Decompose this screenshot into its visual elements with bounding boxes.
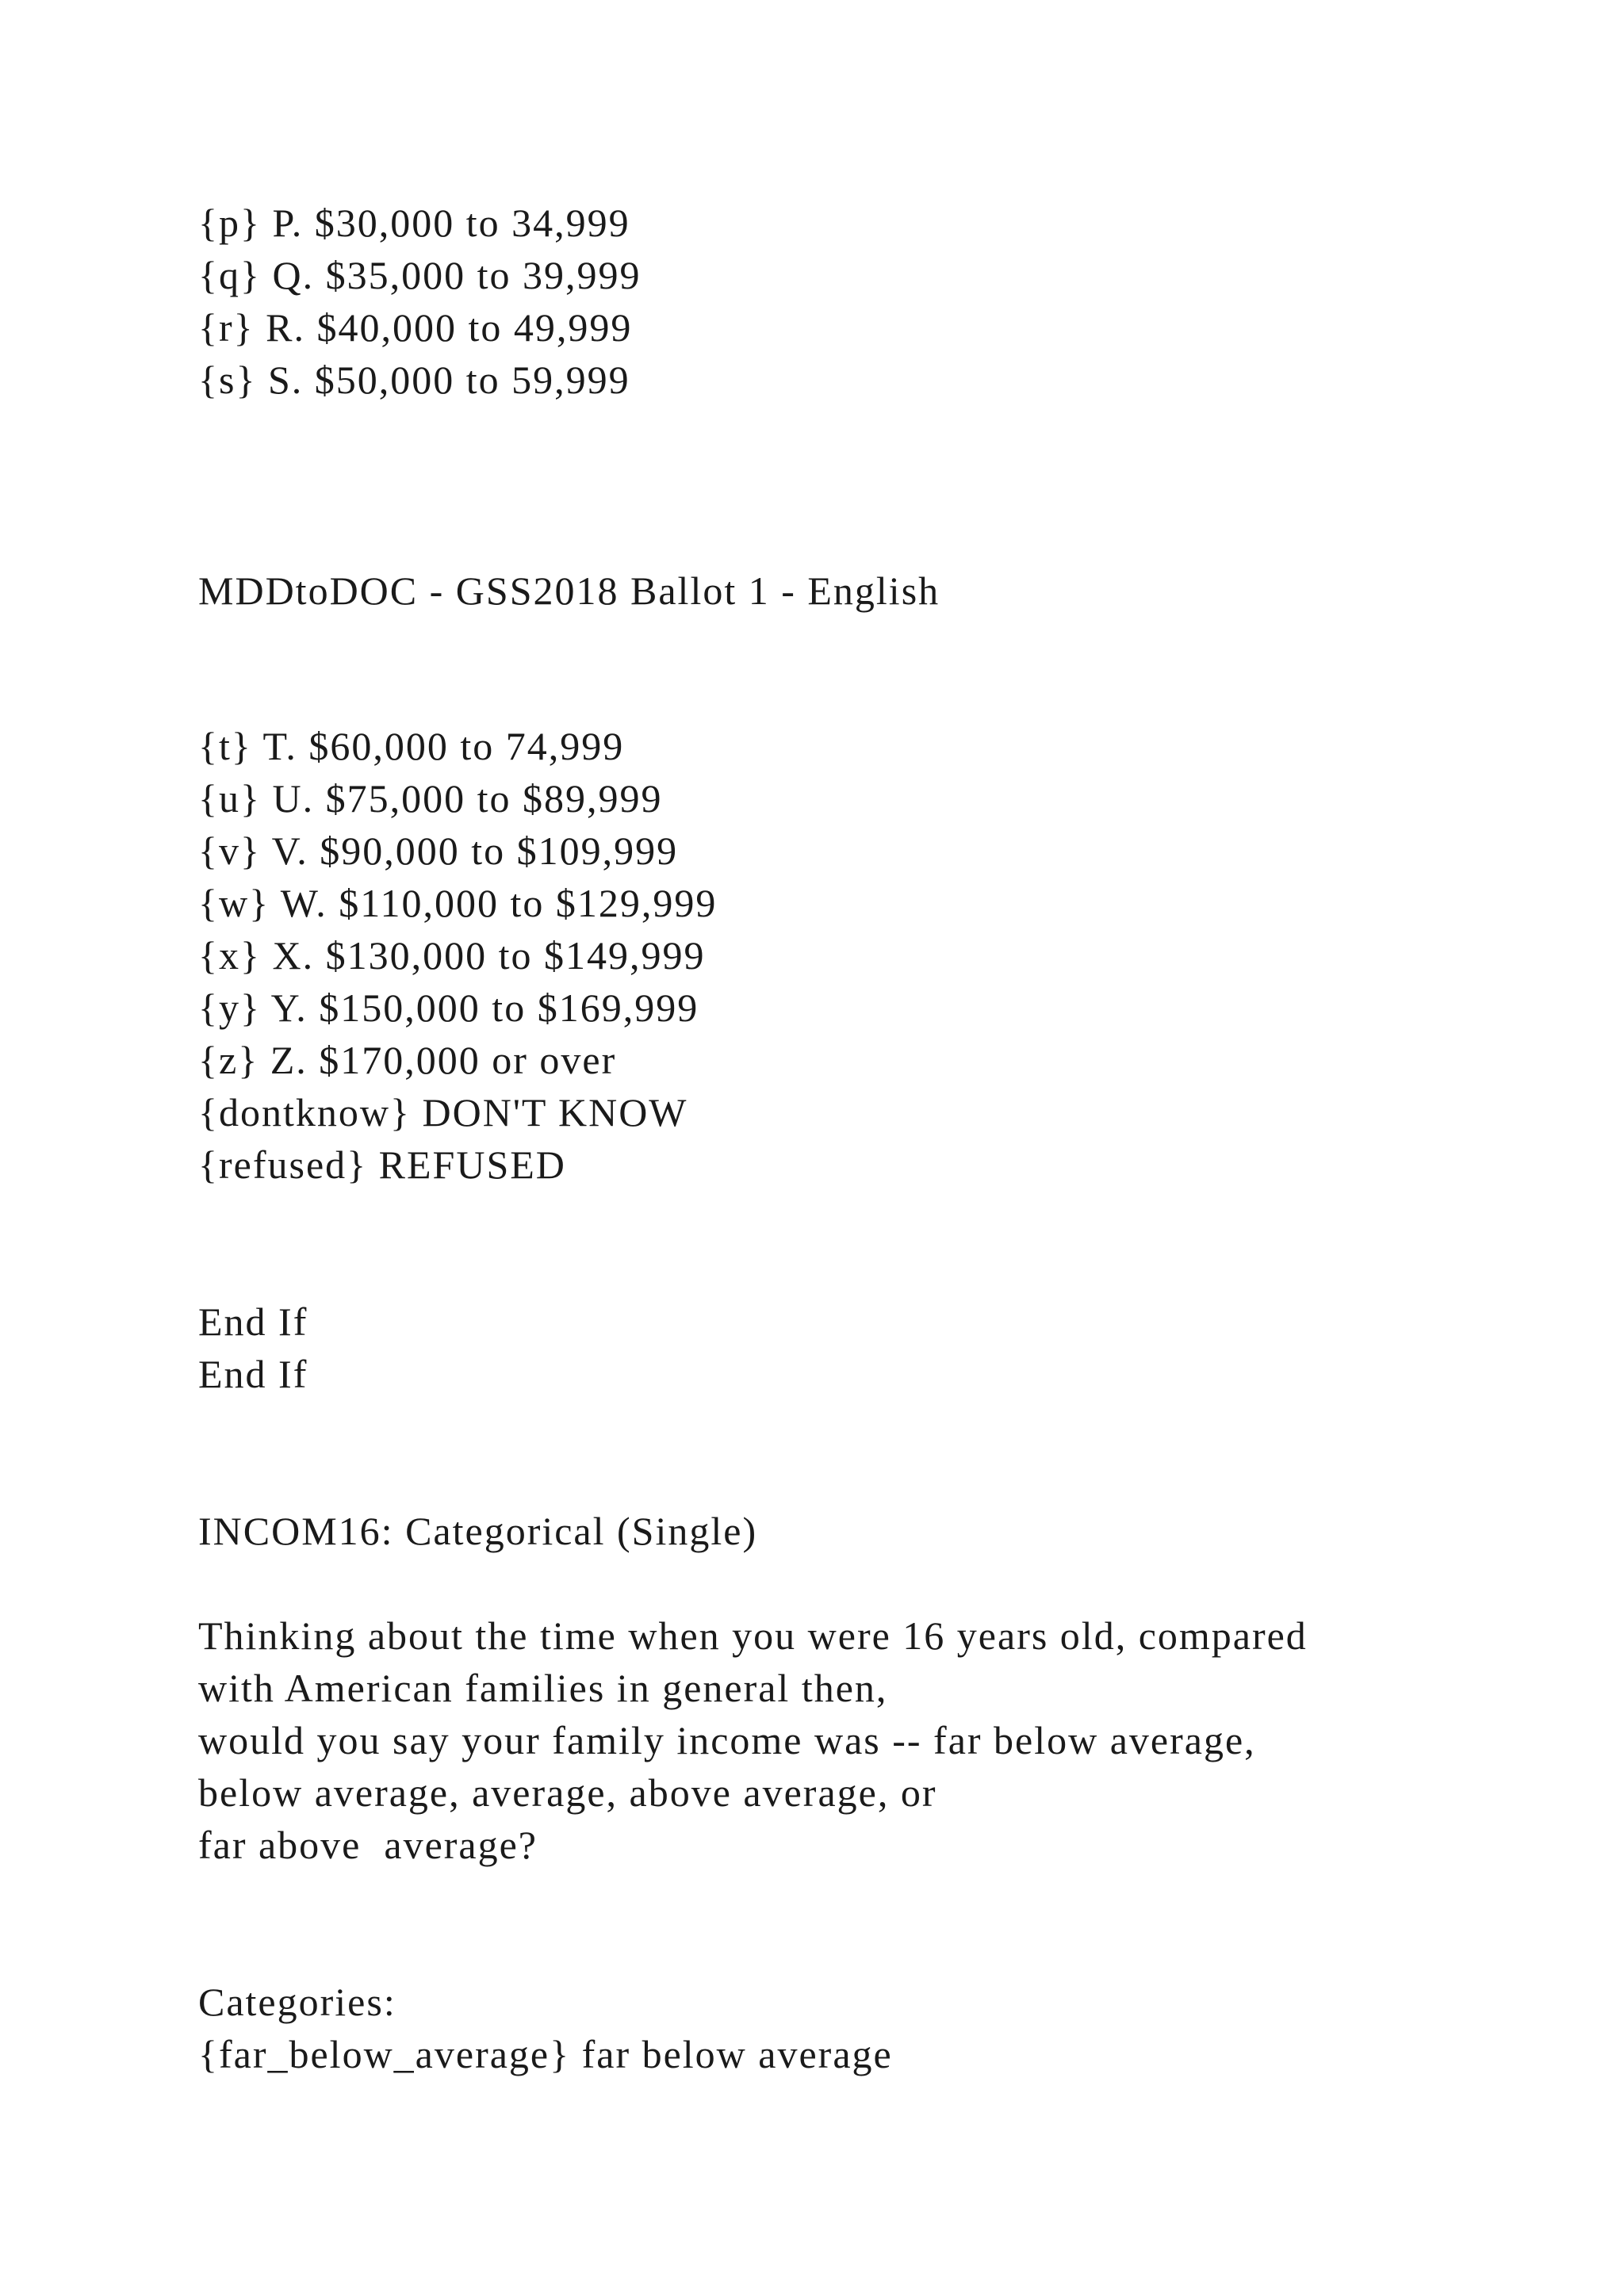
question-text-line: would you say your family income was -- far below average, (198, 1718, 1256, 1762)
section-header: MDDtoDOC - GSS2018 Ballot 1 - English (198, 568, 940, 613)
question-text-line: far above average? (198, 1823, 538, 1867)
income-option: {q} Q. $35,000 to 39,999 (198, 253, 642, 297)
question-text-line: Thinking about the time when you were 16 years old, compared (198, 1613, 1308, 1658)
end-if-statement: End If (198, 1352, 308, 1396)
income-option: {refused} REFUSED (198, 1142, 566, 1187)
income-option: {y} Y. $150,000 to $169,999 (198, 985, 699, 1030)
income-option: {x} X. $130,000 to $149,999 (198, 933, 706, 978)
income-option: {p} P. $30,000 to 34,999 (198, 201, 630, 245)
income-option: {w} W. $110,000 to $129,999 (198, 881, 718, 925)
income-option: {dontknow} DON'T KNOW (198, 1090, 688, 1135)
income-option: {u} U. $75,000 to $89,999 (198, 776, 663, 821)
income-option: {v} V. $90,000 to $109,999 (198, 828, 679, 873)
income-option: {z} Z. $170,000 or over (198, 1038, 617, 1082)
question-text-line: with American families in general then, (198, 1666, 888, 1710)
income-option: {r} R. $40,000 to 49,999 (198, 305, 633, 350)
question-label: INCOM16: Categorical (Single) (198, 1509, 758, 1553)
category-option: {far_below_average} far below average (198, 2032, 893, 2076)
end-if-statement: End If (198, 1299, 308, 1344)
question-text-line: below average, average, above average, or (198, 1770, 937, 1815)
categories-label: Categories: (198, 1980, 396, 2024)
income-option: {t} T. $60,000 to 74,999 (198, 724, 625, 768)
income-option: {s} S. $50,000 to 59,999 (198, 358, 630, 402)
